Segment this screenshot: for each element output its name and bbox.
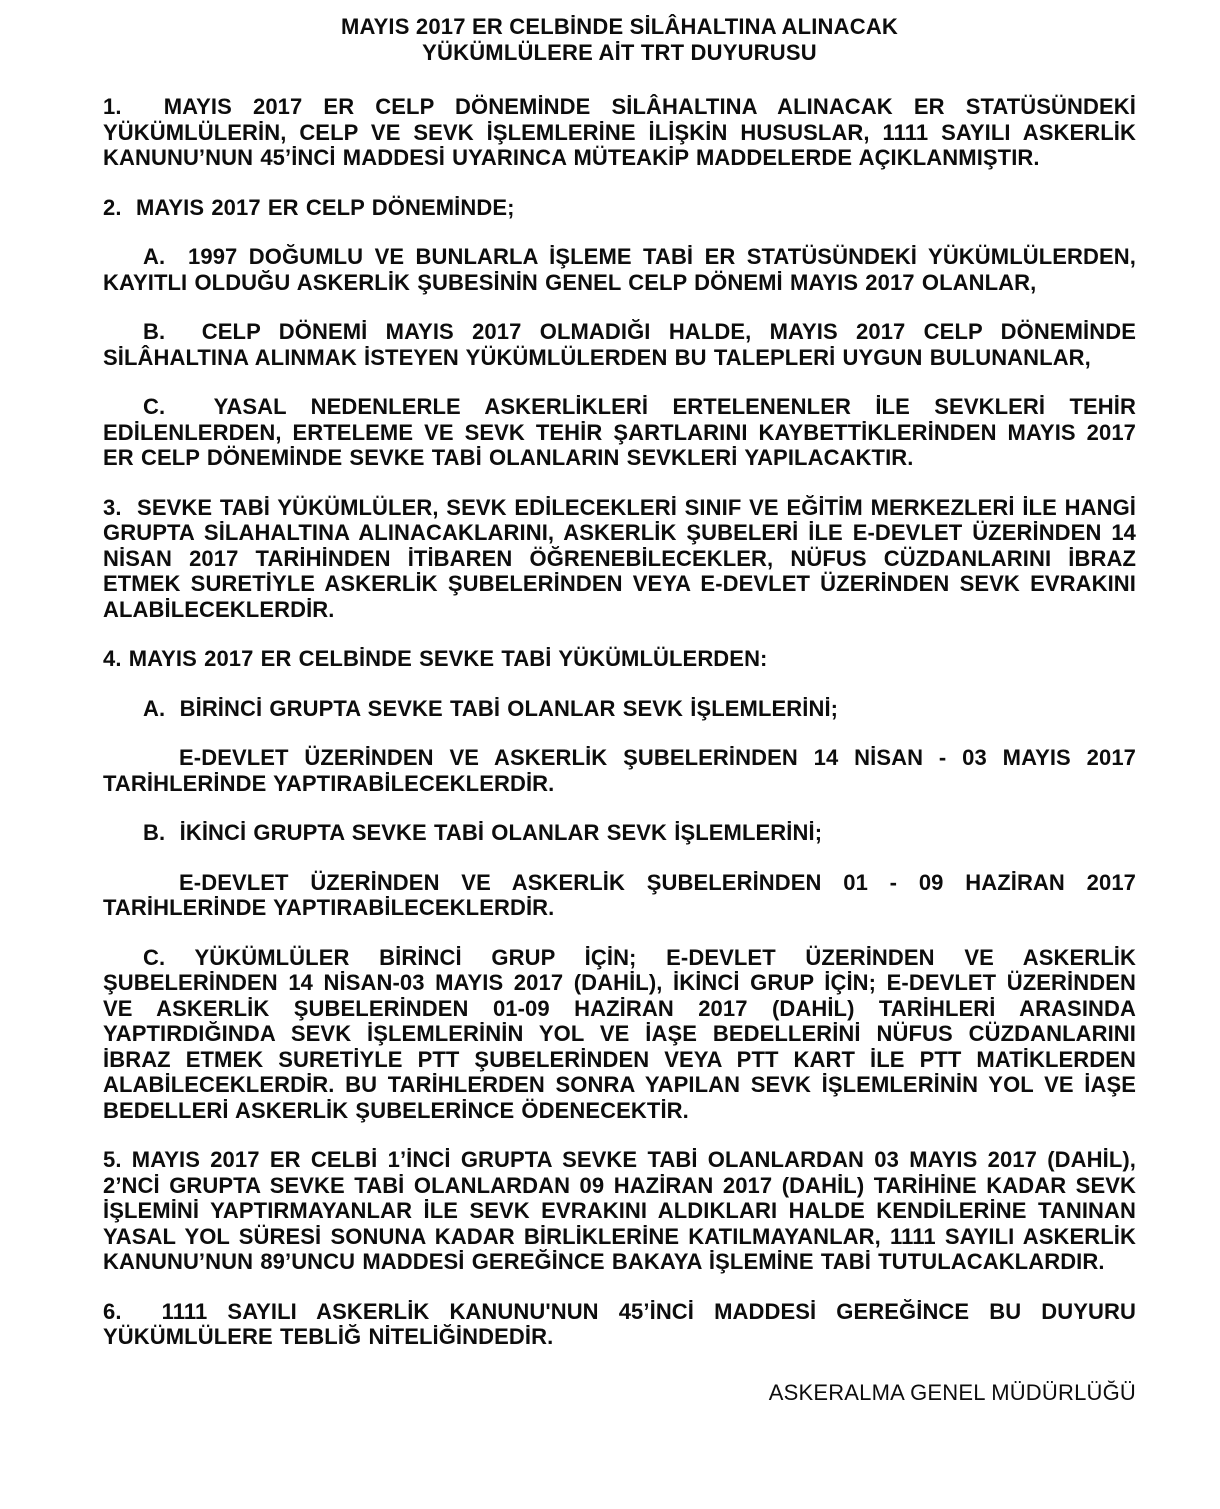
paragraph-item-4c: C. YÜKÜMLÜLER BİRİNCİ GRUP İÇİN; E-DEVLET ÜZERİNDEN VE ASKERLİK ŞUBELERİNDEN 14 NİSAN-03 MAYIS 2017 (DAHİL), İKİNCİ GRUP İÇİN; E-DEVLET ÜZERİNDEN VE ASKERLİK ŞUBELERİNDEN 01-09 HAZİRAN 2017 (DAHİL) TARİHLERİ ARASINDA YAPTIRDIĞINDA SEVK İŞLEMLERİNİN YOL VE İAŞE BEDELLERİNİ NÜFUS CÜZDANLARINI İBRAZ ETMEK SURETİYLE PTT ŞUBELERİNDEN VEYA PTT KART İLE PTT MATİKLERDEN ALABİLECEKLERDİR. BU TARİHLERDEN SONRA YAPILAN SEVK İŞLEMLERİNİN YOL VE İAŞE BEDELLERİ ASKERLİK ŞUBELERİNCE ÖDENECEKTİR. xyxy=(103,944,1136,1123)
paragraph-item-2b: B. CELP DÖNEMİ MAYIS 2017 OLMADIĞI HALDE, MAYIS 2017 CELP DÖNEMİNDE SİLÂHALTINA ALINMAK İSTEYEN YÜKÜMLÜLERDEN BU TALEPLERİ UYGUN BULUNANLAR, xyxy=(103,319,1136,370)
paragraph-item-2a: A. 1997 DOĞUMLU VE BUNLARLA İŞLEME TABİ ER STATÜSÜNDEKİ YÜKÜMLÜLERDEN, KAYITLI OLDUĞU ASKERLİK ŞUBESİNİN GENEL CELP DÖNEMİ MAYIS 2017 OLANLAR, xyxy=(103,244,1136,295)
paragraph-item-3: 3. SEVKE TABİ YÜKÜMLÜLER, SEVK EDİLECEKLERİ SINIF VE EĞİTİM MERKEZLERİ İLE HANGİ GRUPTA SİLAHALTINA ALINACAKLARINI, ASKERLİK ŞUBELERİ İLE E-DEVLET ÜZERİNDEN 14 NİSAN 2017 TARİHİNDEN İTİBAREN ÖĞRENEBİLECEKLER, NÜFUS CÜZDANLARINI İBRAZ ETMEK SURETİYLE ASKERLİK ŞUBELERİNDEN VEYA E-DEVLET ÜZERİNDEN SEVK EVRAKINI ALABİLECEKLERDİR. xyxy=(103,494,1136,622)
title-line-2: YÜKÜMLÜLERE AİT TRT DUYURUSU xyxy=(422,40,817,65)
paragraph-item-1: 1. MAYIS 2017 ER CELP DÖNEMİNDE SİLÂHALTINA ALINACAK ER STATÜSÜNDEKİ YÜKÜMLÜLERİN, CELP VE SEVK İŞLEMLERİNE İLİŞKİN HUSUSLAR, 1111 SAYILI ASKERLİK KANUNU’NUN 45’İNCİ MADDESİ UYARINCA MÜTEAKİP MADDELERDE AÇIKLANMIŞTIR. xyxy=(103,94,1136,170)
paragraph-item-4: 4. MAYIS 2017 ER CELBİNDE SEVKE TABİ YÜKÜMLÜLERDEN: xyxy=(103,646,768,671)
paragraph-item-4b: B. İKİNCİ GRUPTA SEVKE TABİ OLANLAR SEVK İŞLEMLERİNİ; xyxy=(143,820,823,845)
paragraph-item-6: 6. 1111 SAYILI ASKERLİK KANUNU'NUN 45’İNCİ MADDESİ GEREĞİNCE BU DUYURU YÜKÜMLÜLERE TEBLİĞ NİTELİĞİNDEDİR. xyxy=(103,1298,1136,1349)
title-line-1: MAYIS 2017 ER CELBİNDE SİLÂHALTINA ALINACAK xyxy=(340,14,899,39)
paragraph-item-2: 2. MAYIS 2017 ER CELP DÖNEMİNDE; xyxy=(103,194,515,220)
paragraph-item-5: 5. MAYIS 2017 ER CELBİ 1’İNCİ GRUPTA SEVKE TABİ OLANLARDAN 03 MAYIS 2017 (DAHİL), 2’NCİ GRUPTA SEVKE TABİ OLANLARDAN 09 HAZİRAN 2017 (DAHİL) TARİHİNE KADAR SEVK İŞLEMİNİ YAPTIRMAYANLAR İLE SEVK EVRAKINI ALDIKLARI HALDE KENDİLERİNE TANINAN YASAL YOL SÜRESİ SONUNA KADAR BİRLİKLERİNE KATILMAYANLAR, 1111 SAYILI ASKERLİK KANUNU’NUN 89’UNCU MADDESİ GEREĞİNCE BAKAYA İŞLEMİNE TABİ TUTULACAKLARDIR. xyxy=(103,1147,1136,1274)
paragraph-item-2c: C. YASAL NEDENLERLE ASKERLİKLERİ ERTELENENLER İLE SEVKLERİ TEHİR EDİLENLERDEN, ERTELEME VE SEVK TEHİR ŞARTLARINI KAYBETTİKLERİNDEN MAYIS 2017 ER CELP DÖNEMİNDE SEVKE TABİ OLANLARIN SEVKLERİ YAPILACAKTIR. xyxy=(103,394,1136,470)
paragraph-item-4a-detail: E-DEVLET ÜZERİNDEN VE ASKERLİK ŞUBELERİNDEN 14 NİSAN - 03 MAYIS 2017 TARİHLERİNDE YAPTIRABİLECEKLERDİR. xyxy=(103,745,1136,796)
paragraph-item-4b-detail: E-DEVLET ÜZERİNDEN VE ASKERLİK ŞUBELERİNDEN 01 - 09 HAZİRAN 2017 TARİHLERİNDE YAPTIRABİLECEKLERDİR. xyxy=(103,869,1136,920)
signature-line: ASKERALMA GENEL MÜDÜRLÜĞÜ xyxy=(768,1379,1136,1405)
document-title xyxy=(103,14,1136,66)
document-body xyxy=(103,94,1136,1350)
paragraph-item-4a: A. BİRİNCİ GRUPTA SEVKE TABİ OLANLAR SEVK İŞLEMLERİNİ; xyxy=(143,695,839,721)
